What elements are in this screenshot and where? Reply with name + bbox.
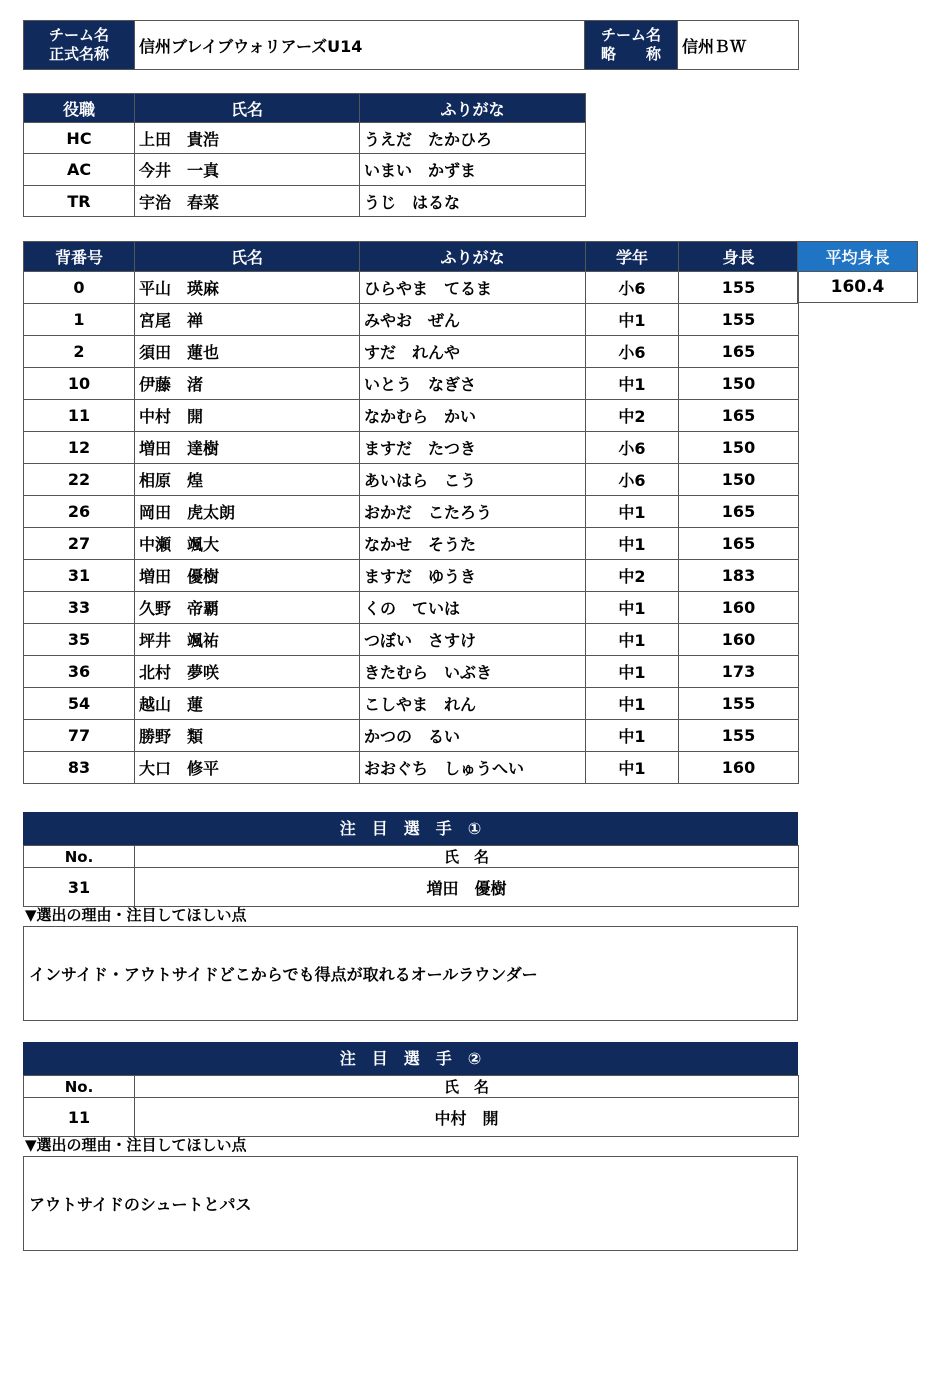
player-kana: かつの るい — [360, 720, 586, 752]
player-grade: 小6 — [586, 432, 679, 464]
player-kana: あいはら こう — [360, 464, 586, 496]
player-row — [24, 304, 799, 336]
player-height: 160 — [679, 592, 799, 624]
featured-2-reason: アウトサイドのシュートとパス — [23, 1156, 798, 1251]
staff-kana: いまい かずま — [360, 154, 586, 186]
player-row — [24, 624, 799, 656]
player-grade: 中2 — [586, 400, 679, 432]
player-height: 160 — [679, 752, 799, 784]
player-row — [24, 368, 799, 400]
player-kana: こしやま れん — [360, 688, 586, 720]
player-no: 77 — [24, 720, 135, 752]
player-no: 36 — [24, 656, 135, 688]
player-grade: 中1 — [586, 592, 679, 624]
player-height: 183 — [679, 560, 799, 592]
player-name: 増田 達樹 — [135, 432, 360, 464]
player-height: 165 — [679, 336, 799, 368]
player-name: 中村 開 — [135, 400, 360, 432]
official-name-label: チーム名 正式名称 — [24, 21, 135, 70]
player-row — [24, 752, 799, 784]
player-no: 27 — [24, 528, 135, 560]
staff-header-kana: ふりがな — [360, 94, 586, 123]
staff-row — [24, 186, 586, 217]
player-row — [24, 336, 799, 368]
player-height: 155 — [679, 304, 799, 336]
player-row — [24, 432, 799, 464]
player-name: 勝野 類 — [135, 720, 360, 752]
player-kana: ますだ たつき — [360, 432, 586, 464]
featured-1-reason: インサイド・アウトサイドどこからでも得点が取れるオールラウンダー — [23, 926, 798, 1021]
team-name-table — [23, 20, 799, 70]
staff-header-name: 氏名 — [135, 94, 360, 123]
featured-1-no-label: No. — [24, 846, 135, 868]
player-grade: 中1 — [586, 688, 679, 720]
player-no: 31 — [24, 560, 135, 592]
player-height: 155 — [679, 688, 799, 720]
featured-2-reason-label: ▼選出の理由・注目してほしい点 — [25, 1136, 247, 1154]
featured-1-name-label: 氏 名 — [135, 846, 799, 868]
player-height: 150 — [679, 464, 799, 496]
player-no: 33 — [24, 592, 135, 624]
player-row — [24, 656, 799, 688]
player-row — [24, 272, 799, 304]
player-no: 1 — [24, 304, 135, 336]
player-no: 83 — [24, 752, 135, 784]
featured-1-no: 31 — [24, 868, 135, 907]
player-row — [24, 688, 799, 720]
player-no: 54 — [24, 688, 135, 720]
average-height-table — [797, 241, 918, 303]
player-name: 岡田 虎太朗 — [135, 496, 360, 528]
player-no: 12 — [24, 432, 135, 464]
player-no: 2 — [24, 336, 135, 368]
staff-row — [24, 123, 586, 154]
short-name-value: 信州ＢＷ — [678, 21, 799, 70]
staff-row — [24, 154, 586, 186]
player-no: 35 — [24, 624, 135, 656]
player-name: 中瀬 颯大 — [135, 528, 360, 560]
player-kana: おおぐち しゅうへい — [360, 752, 586, 784]
player-no: 26 — [24, 496, 135, 528]
player-kana: すだ れんや — [360, 336, 586, 368]
featured-2-name-label: 氏 名 — [135, 1076, 799, 1098]
player-height: 150 — [679, 432, 799, 464]
staff-kana: うじ はるな — [360, 186, 586, 217]
player-no: 22 — [24, 464, 135, 496]
player-height: 160 — [679, 624, 799, 656]
player-kana: ひらやま てるま — [360, 272, 586, 304]
featured-1-title: 注 目 選 手 ① — [23, 812, 798, 845]
featured-2-name: 中村 開 — [135, 1098, 799, 1137]
player-grade: 中1 — [586, 752, 679, 784]
featured-2-no: 11 — [24, 1098, 135, 1137]
player-name: 越山 蓮 — [135, 688, 360, 720]
featured-1-name: 増田 優樹 — [135, 868, 799, 907]
featured-2-title: 注 目 選 手 ② — [23, 1042, 798, 1075]
player-name: 平山 瑛麻 — [135, 272, 360, 304]
staff-kana: うえだ たかひろ — [360, 123, 586, 154]
staff-name: 上田 貴浩 — [135, 123, 360, 154]
player-row — [24, 496, 799, 528]
player-kana: きたむら いぶき — [360, 656, 586, 688]
player-grade: 小6 — [586, 336, 679, 368]
player-grade: 小6 — [586, 272, 679, 304]
player-height: 155 — [679, 720, 799, 752]
player-name: 久野 帝覇 — [135, 592, 360, 624]
player-grade: 中1 — [586, 528, 679, 560]
player-kana: つぼい さすけ — [360, 624, 586, 656]
staff-role: AC — [24, 154, 135, 186]
player-row — [24, 592, 799, 624]
player-name: 北村 夢咲 — [135, 656, 360, 688]
player-name: 坪井 颯祐 — [135, 624, 360, 656]
player-no: 0 — [24, 272, 135, 304]
player-row — [24, 720, 799, 752]
player-row — [24, 560, 799, 592]
player-name: 大口 修平 — [135, 752, 360, 784]
player-row — [24, 528, 799, 560]
staff-role: TR — [24, 186, 135, 217]
short-name-label: チーム名 略 称 — [585, 21, 678, 70]
player-grade: 中1 — [586, 624, 679, 656]
player-name: 宮尾 禅 — [135, 304, 360, 336]
player-height: 165 — [679, 528, 799, 560]
player-name: 須田 蓮也 — [135, 336, 360, 368]
staff-table — [23, 93, 586, 217]
featured-2-no-label: No. — [24, 1076, 135, 1098]
player-no: 10 — [24, 368, 135, 400]
player-grade: 中1 — [586, 368, 679, 400]
player-grade: 中1 — [586, 496, 679, 528]
player-kana: なかせ そうた — [360, 528, 586, 560]
player-kana: いとう なぎさ — [360, 368, 586, 400]
player-grade: 小6 — [586, 464, 679, 496]
player-row — [24, 464, 799, 496]
players-header-name: 氏名 — [135, 242, 360, 272]
player-name: 伊藤 渚 — [135, 368, 360, 400]
featured-1-reason-label: ▼選出の理由・注目してほしい点 — [25, 906, 247, 924]
player-kana: なかむら かい — [360, 400, 586, 432]
player-grade: 中1 — [586, 720, 679, 752]
players-header-kana: ふりがな — [360, 242, 586, 272]
player-name: 増田 優樹 — [135, 560, 360, 592]
player-kana: みやお ぜん — [360, 304, 586, 336]
player-height: 165 — [679, 496, 799, 528]
player-no: 11 — [24, 400, 135, 432]
player-height: 173 — [679, 656, 799, 688]
player-height: 150 — [679, 368, 799, 400]
average-height-value: 160.4 — [798, 272, 918, 303]
player-grade: 中1 — [586, 304, 679, 336]
staff-name: 今井 一真 — [135, 154, 360, 186]
official-name-value: 信州ブレイブウォリアーズU14 — [135, 21, 585, 70]
player-grade: 中2 — [586, 560, 679, 592]
player-row — [24, 400, 799, 432]
staff-header-role: 役職 — [24, 94, 135, 123]
average-height-label: 平均身長 — [798, 242, 918, 272]
player-kana: ますだ ゆうき — [360, 560, 586, 592]
player-height: 155 — [679, 272, 799, 304]
player-grade: 中1 — [586, 656, 679, 688]
player-kana: おかだ こたろう — [360, 496, 586, 528]
player-name: 相原 煌 — [135, 464, 360, 496]
player-height: 165 — [679, 400, 799, 432]
players-table — [23, 241, 799, 784]
staff-role: HC — [24, 123, 135, 154]
players-header-height: 身長 — [679, 242, 799, 272]
players-header-no: 背番号 — [24, 242, 135, 272]
players-header-grade: 学年 — [586, 242, 679, 272]
staff-name: 宇治 春菜 — [135, 186, 360, 217]
player-kana: くの ていは — [360, 592, 586, 624]
